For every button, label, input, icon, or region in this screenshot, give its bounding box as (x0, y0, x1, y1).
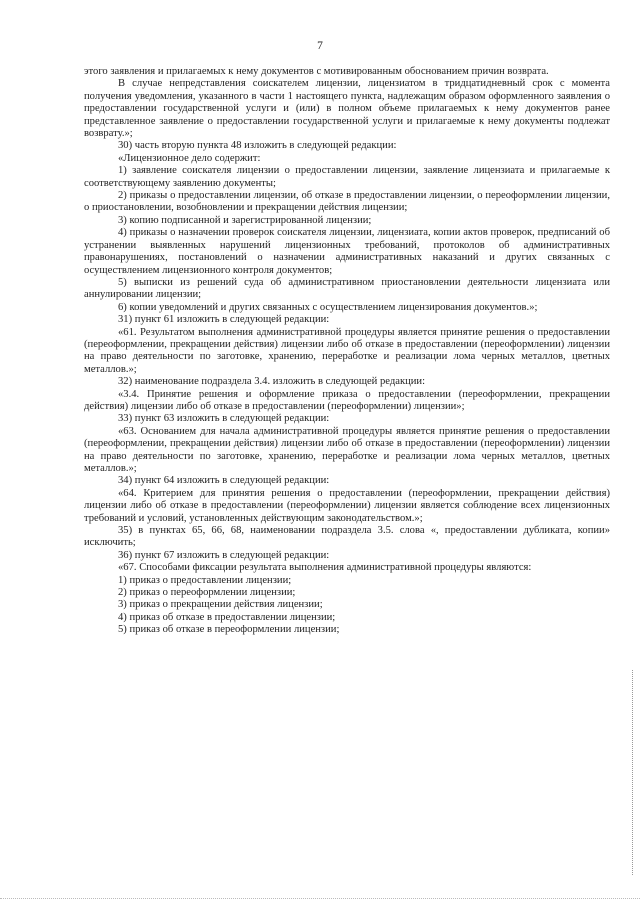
paragraph: 32) наименование подраздела 3.4. изложить в следующей редакции: (118, 376, 426, 388)
paragraph: 1) приказ о предоставлении лицензии; (118, 574, 292, 586)
paragraph: 5) приказ об отказе в переоформлении лицензии; (118, 624, 340, 636)
paragraph: 36) пункт 67 изложить в следующей редакции: (118, 549, 330, 561)
paragraph: 4) приказ об отказе в предоставлении лицензии; (118, 611, 336, 623)
paragraph: 4) приказы о назначении проверок соискателя лицензии, лицензиата, копии актов проверок, предписаний об устранении выявленных нарушений лицензионных требований, протоколов об административных правонарушениях, постановлений о назначении административных наказаний и других связанных с осуществлением лицензионного контроля документов; (84, 227, 610, 276)
paragraph: 3) копию подписанной и зарегистрированной лицензии; (118, 214, 372, 226)
paragraph: 30) часть вторую пункта 48 изложить в следующей редакции: (118, 140, 397, 152)
paragraph: 2) приказы о предоставлении лицензии, об отказе в предоставлении лицензии, о переоформлении лицензии, о приостановлении, возобновлении и прекращении действия лицензии; (84, 190, 610, 214)
scan-edge-bottom (0, 898, 640, 900)
paragraph: 3) приказ о прекращении действия лицензии; (118, 599, 323, 611)
paragraph: «63. Основанием для начала административной процедуры является принятие решения о предоставлении (переоформлении, прекращении действия) лицензии либо об отказе в предоставлении (переоформлении) лицензии на право деятельности по заготовке, хранению, переработке и реализации лома черных металлов, цветных металлов.»; (84, 425, 610, 474)
paragraph: этого заявления и прилагаемых к нему документов с мотивированным обоснованием причин возврата. (84, 66, 549, 77)
paragraph: «Лицензионное дело содержит: (118, 152, 261, 164)
paragraph: 35) в пунктах 65, 66, 68, наименовании подраздела 3.5. слова «, предоставлении дубликата, копии» исключить; (84, 525, 610, 549)
paragraph: 2) приказ о переоформлении лицензии; (118, 587, 296, 599)
paragraph: 1) заявление соискателя лицензии о предоставлении лицензии, заявление лицензиата и прилагаемые к соответствующему заявлению документы; (84, 165, 610, 189)
paragraph: «3.4. Принятие решения и оформление приказа о предоставлении (переоформлении, прекращении действия) лицензии либо об отказе в предоставлении (переоформлении) лицензии»; (84, 388, 610, 412)
document-body (84, 66, 610, 637)
paragraph: 31) пункт 61 изложить в следующей редакции: (118, 314, 330, 326)
paragraph: «67. Способами фиксации результата выполнения административной процедуры являются: (118, 562, 532, 574)
paragraph: 5) выписки из решений суда об административном приостановлении деятельности лицензиата или аннулировании лицензии; (84, 276, 610, 301)
paragraph: «64. Критерием для принятия решения о предоставлении (переоформлении, прекращении действия) лицензии либо об отказе в предоставлении (переоформлении) лицензии является соблюдение всех лицензионных требований и условий, установленных действующим законодательством.»; (84, 487, 610, 524)
paragraph: В случае непредставления соискателем лицензии, лицензиатом в тридцатидневный срок с момента получения уведомления, указанного в части 1 настоящего пункта, надлежащим образом оформленного заявления о предоставлении государственной услуги и (или) в полном объеме прилагаемых к нему документов ранее представленное заявление о предоставлении государственной услуги и прилагаемые к нему документы подлежат возврату.»; (84, 78, 610, 140)
paragraph: 33) пункт 63 изложить в следующей редакции: (118, 413, 330, 425)
page-number: 7 (317, 40, 323, 52)
paragraph: «61. Результатом выполнения административной процедуры является принятие решения о предоставлении (переоформлении, прекращении действия) лицензии либо об отказе в предоставлении (переоформлении) лицензии на право деятельности по заготовке, хранению, переработке и реализации лома черных металлов, цветных металлов.»; (84, 326, 610, 375)
scan-edge-right (632, 670, 634, 875)
paragraph: 6) копии уведомлений и других связанных с осуществлением лицензирования документов.»; (118, 301, 538, 313)
paragraph: 34) пункт 64 изложить в следующей редакции: (118, 475, 330, 487)
